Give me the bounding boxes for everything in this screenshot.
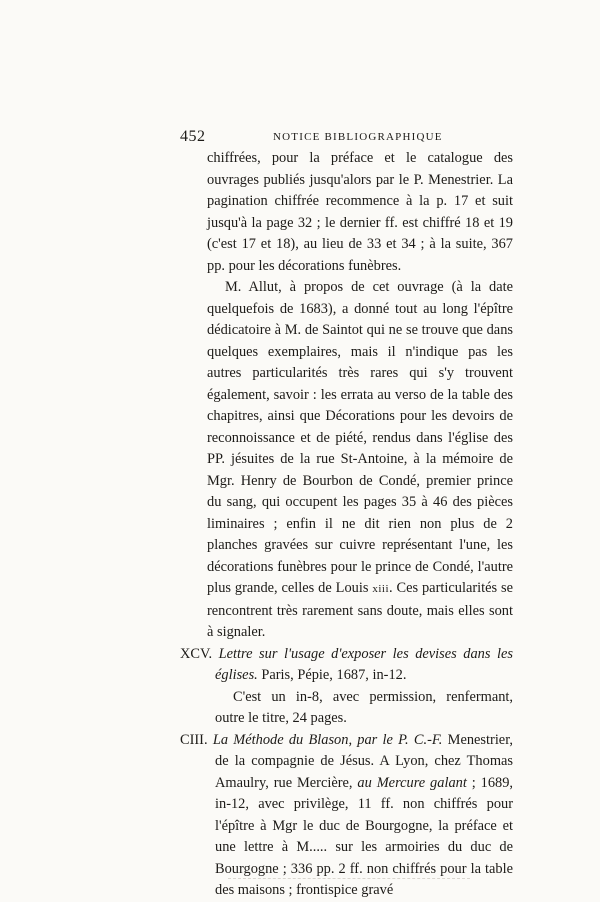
entry-xcv-label: XCV. bbox=[180, 645, 213, 662]
entry-ciii-title: La Méthode du Blason, par le P. C.-F. bbox=[212, 731, 443, 748]
paragraph-allut-text: M. Allut, à propos de cet ouvrage (à la date quelquefois de 1683), a donné tout au long l'épître dédicatoire à M. de Saintot qui ne se trouve que dans quelques exemplaires, mais il n'indique pas les autres particularités très rares qui s'y trouvent également, savoir : les errata au verso de la table des chapitres, ainsi que Décorations pour les devoirs de reconnoissance et de piété, rendus dans l'église des PP. jésuites de la rue St-Antoine, à la mémoire de Mgr. Henry de Bourbon de Condé, premier prince du sang, qui occupent les pages 35 à 46 des pièces liminaires ; enfin il ne dit rien non plus de 2 planches gravées sur cuivre représentant l'une, les décorations funèbres pour le prince de Condé, l'autre plus grande, celles de Louis bbox=[207, 279, 513, 596]
entry-xcv-note: C'est un in-8, avec permission, renfermant, outre le titre, 24 pages. bbox=[215, 688, 513, 726]
entry-xcv-rest: Paris, Pépie, 1687, in-12. bbox=[257, 667, 407, 683]
entry-ciii-text-1: Menestrier, de la compagnie de Jésus. A Lyon, chez Thomas Amaulry, rue Mercière, bbox=[215, 731, 514, 791]
entry-xcv-title: Lettre sur l'usage d'exposer les devises dans les églises. bbox=[215, 645, 513, 683]
paragraph-allut bbox=[180, 277, 513, 644]
paragraph-continued: chiffrées, pour la préface et le catalogue des ouvrages publiés jusqu'alors par le P. Menestrier. La pagination chiffrée recommence à la p. 17 et suit jusqu'à la page 32 ; le dernier ff. est chiffré 18 et 19 (c'est 17 et 18), au lieu de 33 et 34 ; à la suite, 367 pp. pour les décorations funèbres. bbox=[207, 150, 513, 274]
bottom-rule bbox=[228, 878, 470, 879]
running-header bbox=[180, 128, 508, 148]
entry-ciii-text-2: ; 1689, in-12, avec privilège, 11 ff. non chiffrés pour l'épître à Mgr le duc de Bourgogne, la préface et une lettre à M..... sur les armoiries du duc de Bourgogne ; 336 pp. 2 ff. non chiffrés pour la table des maisons ; frontispice gravé bbox=[215, 774, 514, 898]
paragraph-allut-end: . Ces particularités se rencontrent très rarement sans doute, mais elles sont à signaler. bbox=[207, 580, 513, 640]
entry-ciii-italic: au Mercure galant bbox=[357, 774, 467, 791]
running-head: NOTICE BIBLIOGRAPHIQUE bbox=[273, 131, 443, 143]
page-number: 452 bbox=[180, 128, 206, 145]
entry-ciii-label: CIII. bbox=[180, 731, 208, 748]
entry-xcv bbox=[180, 644, 513, 687]
roman-numeral: xiii bbox=[372, 583, 390, 595]
page-body bbox=[180, 148, 513, 902]
entry-ciii bbox=[180, 730, 513, 902]
